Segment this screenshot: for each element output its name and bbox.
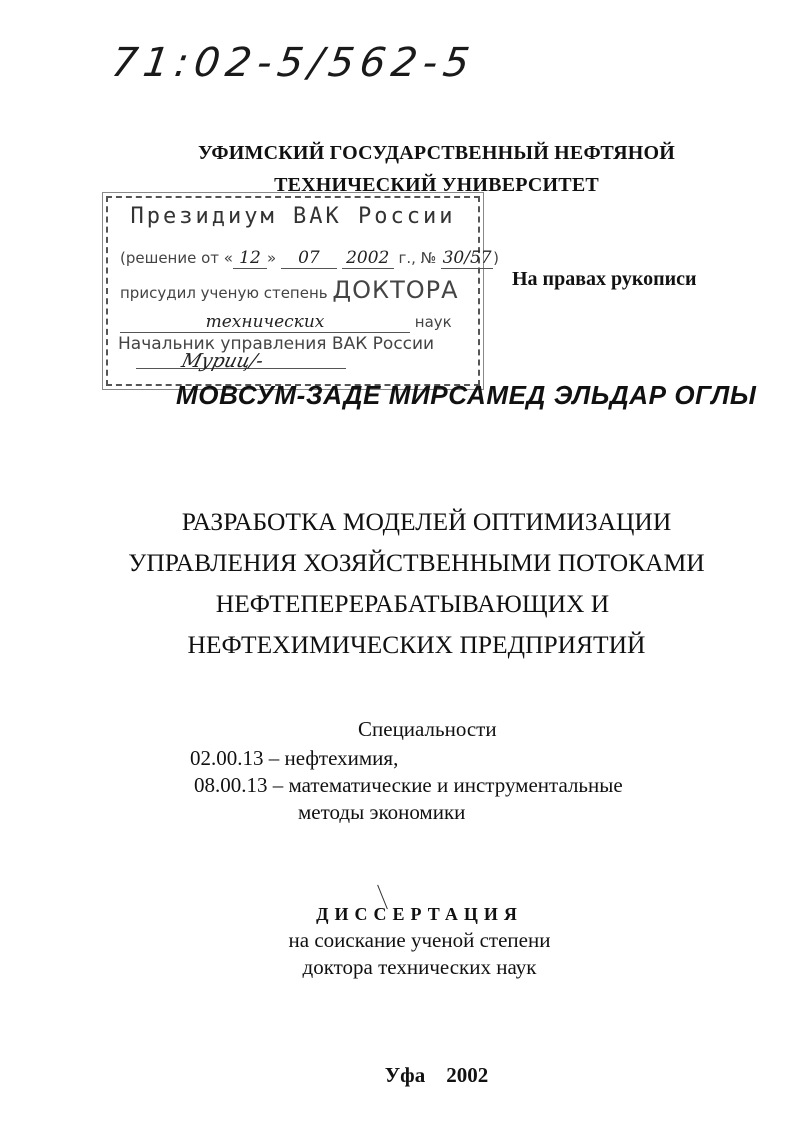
stamp-degree: ДОКТОРА [332,276,459,304]
dissertation-line-2: доктора технических наук [302,955,537,979]
vak-stamp [106,196,499,386]
stamp-head: Начальник управления ВАК России [118,334,435,354]
stamp-award-text: присудил ученую степень [120,284,328,302]
stamp-number: 30/57 [442,248,492,268]
stamp-award-line [120,276,459,304]
specialty-1: 02.00.13 – нефтехимия, [190,746,399,770]
stamp-decision-line: (решение от « 12 » 07 2002 г., № 30/57 ) [120,248,499,268]
stamp-field: технических [120,312,410,333]
stamp-closing-paren: ) [493,249,499,267]
handwritten-signature: Муриц/- [179,350,266,372]
stamp-day: 12 [233,248,267,269]
title-line-2: УПРАВЛЕНИЯ ХОЗЯЙСТВЕННЫМИ ПОТОКАМИ [128,548,705,577]
title-line-1: РАЗРАБОТКА МОДЕЛЕЙ ОПТИМИЗАЦИИ [181,507,672,536]
catalog-code: 71:02-5/562-5 [108,40,479,86]
specialties-heading: Специальности [358,717,497,741]
stamp-year: 2002 [342,248,394,269]
dissertation-heading: ДИССЕРТАЦИЯ [316,904,523,924]
university-name-line1: УФИМСКИЙ ГОСУДАРСТВЕННЫЙ НЕФТЯНОЙ [197,142,676,164]
stamp-month: 07 [281,248,337,269]
stamp-field-line [120,312,452,333]
specialty-2: 08.00.13 – математические и инструментальные [194,773,623,797]
stamp-year-suffix: г., № [398,249,437,267]
manuscript-note: На правах рукописи [512,268,697,290]
university-name-line2: ТЕХНИЧЕСКИЙ УНИВЕРСИТЕТ [274,174,599,196]
author-name: МОВСУМ-ЗАДЕ МИРСАМЕД ЭЛЬДАР ОГЛЫ [176,380,757,410]
stamp-decision-prefix: (решение от [120,249,220,267]
title-line-4: НЕФТЕХИМИЧЕСКИХ ПРЕДПРИЯТИЙ [187,630,646,659]
city-year: Уфа 2002 [384,1063,489,1087]
title-line-3: НЕФТЕПЕРЕРАБАТЫВАЮЩИХ И [215,589,610,618]
specialty-2-continuation: методы экономики [298,800,466,824]
stamp-sciences: наук [414,313,452,331]
stamp-title: Президиум ВАК России [130,204,456,229]
dissertation-line-1: на соискание ученой степени [288,928,551,952]
